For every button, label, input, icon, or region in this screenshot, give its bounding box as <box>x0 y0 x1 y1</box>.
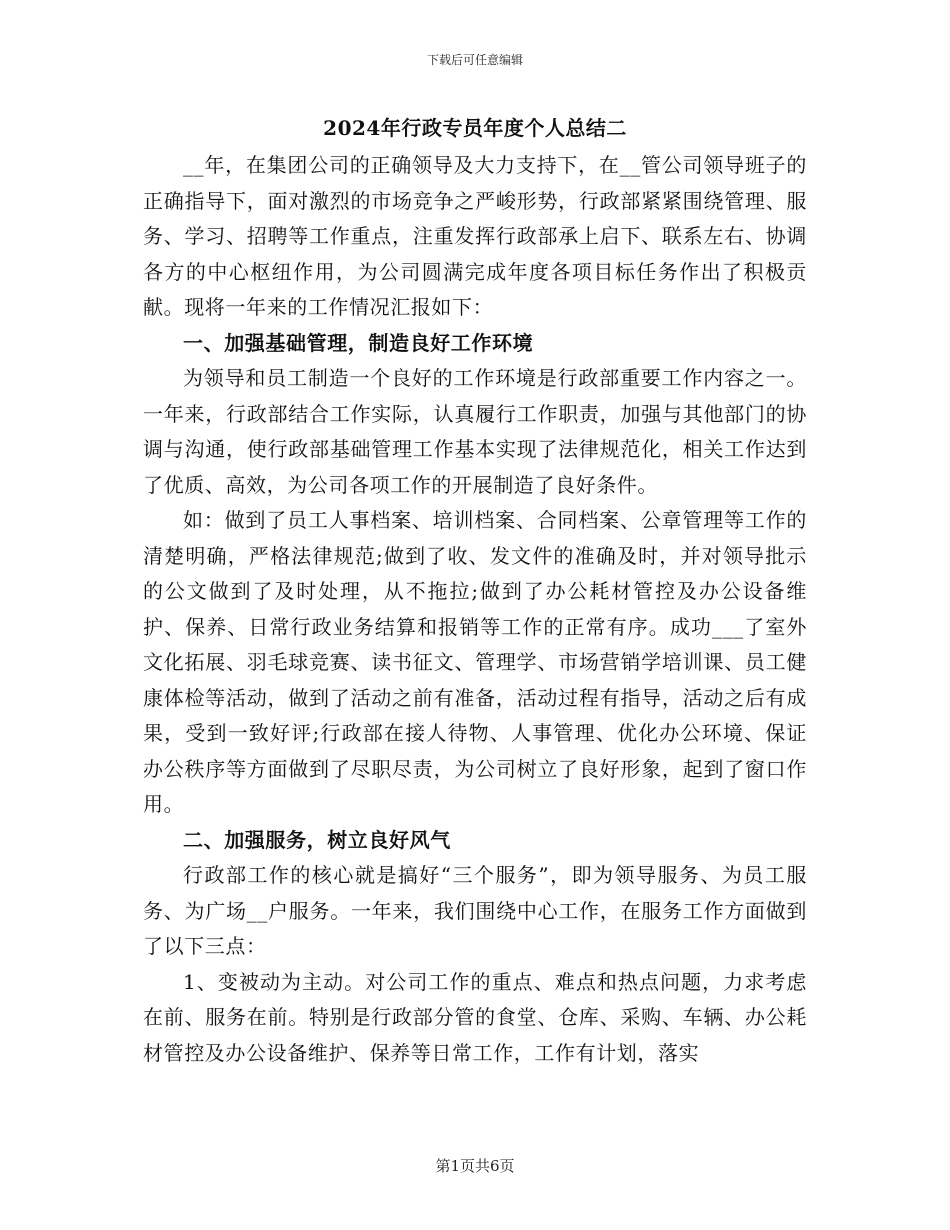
paragraph-section1-a: 为领导和员工制造一个良好的工作环境是行政部重要工作内容之一。一年来，行政部结合工作实际，认真履行工作职责，加强与其他部门的协调与沟通，使行政部基础管理工作基本实现了法律规范化，相关工作达到了优质、高效，为公司各项工作的开展制造了良好条件。 <box>143 366 807 497</box>
paragraph-section2-a: 行政部工作的核心就是搞好“三个服务”，即为领导服务、为员工服务、为广场__户服务。一年来，我们围绕中心工作，在服务工作方面做到了以下三点： <box>143 863 807 958</box>
paragraph-intro: __年，在集团公司的正确领导及大力支持下，在__管公司领导班子的正确指导下，面对激烈的市场竞争之严峻形势，行政部紧紧围绕管理、服务、学习、招聘等工作重点，注重发挥行政部承上启下、联系左右、协调各方的中心枢纽作用，为公司圆满完成年度各项目标任务作出了积极贡献。现将一年来的工作情况汇报如下： <box>143 153 807 319</box>
paragraph-section1-b: 如：做到了员工人事档案、培训档案、合同档案、公章管理等工作的清楚明确，严格法律规范;做到了收、发文件的准确及时，并对领导批示的公文做到了及时处理，从不拖拉;做到了办公耗材管控及办公设备维护、保养、日常行政业务结算和报销等工作的正常有序。成功___了室外文化拓展、羽毛球竞赛、读书征文、管理学、市场营销学培训课、员工健康体检等活动，做到了活动之前有准备，活动过程有指导，活动之后有成果，受到一致好评;行政部在接人待物、人事管理、优化办公环境、保证办公秩序等方面做到了尽职尽责，为公司树立了良好形象，起到了窗口作用。 <box>143 508 807 816</box>
section-heading-1: 一、加强基础管理，制造良好工作环境 <box>183 330 534 355</box>
page-number: 第1页共6页 <box>435 1157 515 1175</box>
document-title: 2024年行政专员年度个人总结二 <box>323 116 627 140</box>
section-heading-2: 二、加强服务，树立良好风气 <box>183 827 451 852</box>
paragraph-section2-b: 1、变被动为主动。对公司工作的重点、难点和热点问题，力求考虑在前、服务在前。特别是行政部分管的食堂、仓库、采购、车辆、办公耗材管控及办公设备维护、保养等日常工作，工作有计划，落实 <box>143 969 807 1065</box>
page-header-note: 下载后可任意编辑 <box>426 53 523 67</box>
document-body <box>143 110 807 1071</box>
